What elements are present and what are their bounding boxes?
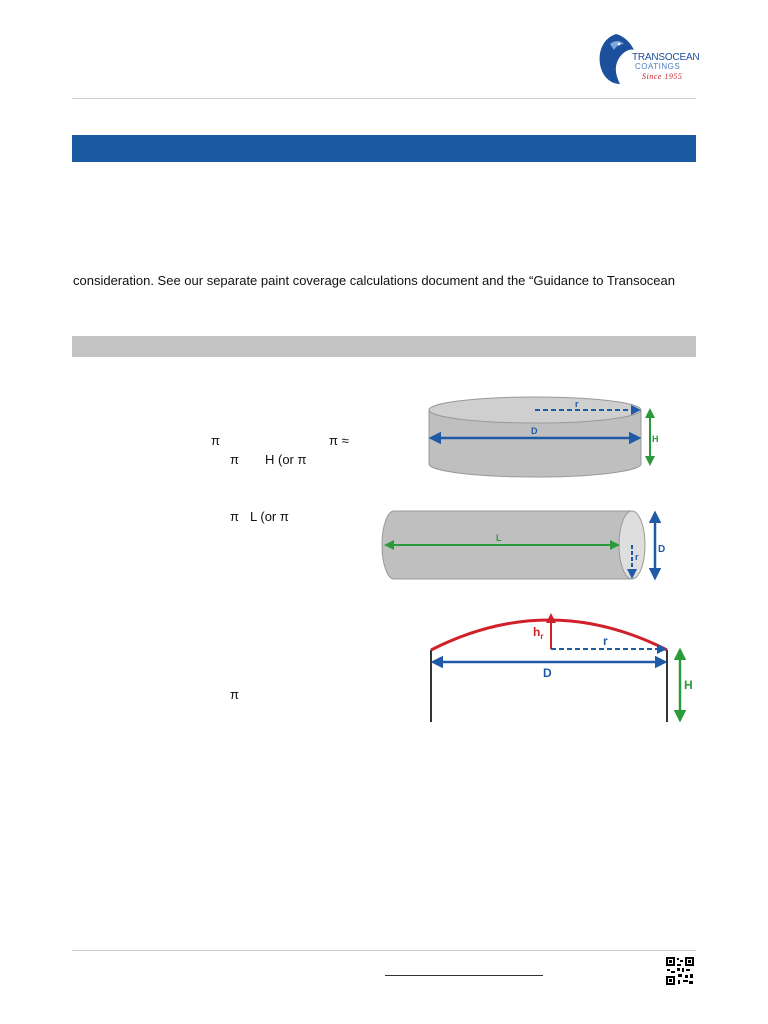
logo-sub-text: COATINGS — [635, 62, 681, 71]
logo-since-text: Since 1955 — [642, 72, 683, 81]
vertical-cylinder-diagram — [425, 394, 665, 482]
diameter-label: D — [531, 426, 538, 436]
intro-text-line: consideration. See our separate paint coverage calculations document and the “Guidance to Transocean — [73, 273, 675, 288]
dolphin-logo-icon — [596, 30, 636, 88]
header-divider — [72, 98, 696, 99]
subsection-bar — [72, 336, 696, 357]
qr-code-icon — [665, 956, 695, 986]
company-logo — [596, 30, 698, 88]
formula-pi-symbol: π — [211, 433, 220, 448]
height-label: H — [652, 434, 659, 444]
formula-pi-symbol: π — [230, 509, 239, 524]
length-label: L — [496, 533, 502, 543]
diameter-label: D — [658, 544, 666, 555]
roof-height-label: $h_r$ — [533, 625, 544, 641]
section-title-bar — [72, 135, 696, 162]
footer-link-underline — [385, 975, 543, 976]
logo-brand-text: TRANSOCEAN — [632, 52, 700, 63]
radius-label: r — [575, 399, 579, 409]
formula-pi-symbol: π — [230, 687, 239, 702]
radius-label: r — [603, 634, 608, 648]
footer-divider — [72, 950, 696, 951]
formula-pi-approx: π ≈ — [329, 433, 349, 448]
height-label: H — [684, 678, 693, 692]
dome-roof-diagram — [425, 606, 697, 724]
formula-pi-symbol: π — [230, 452, 239, 467]
radius-label: r — [635, 552, 639, 562]
formula-l-or-pi: L (or π — [250, 509, 289, 524]
dome-roof-arc — [431, 620, 667, 650]
formula-h-or-pi: H (or π — [265, 452, 307, 467]
horizontal-cylinder-diagram — [380, 508, 670, 584]
diameter-label: D — [543, 666, 552, 680]
